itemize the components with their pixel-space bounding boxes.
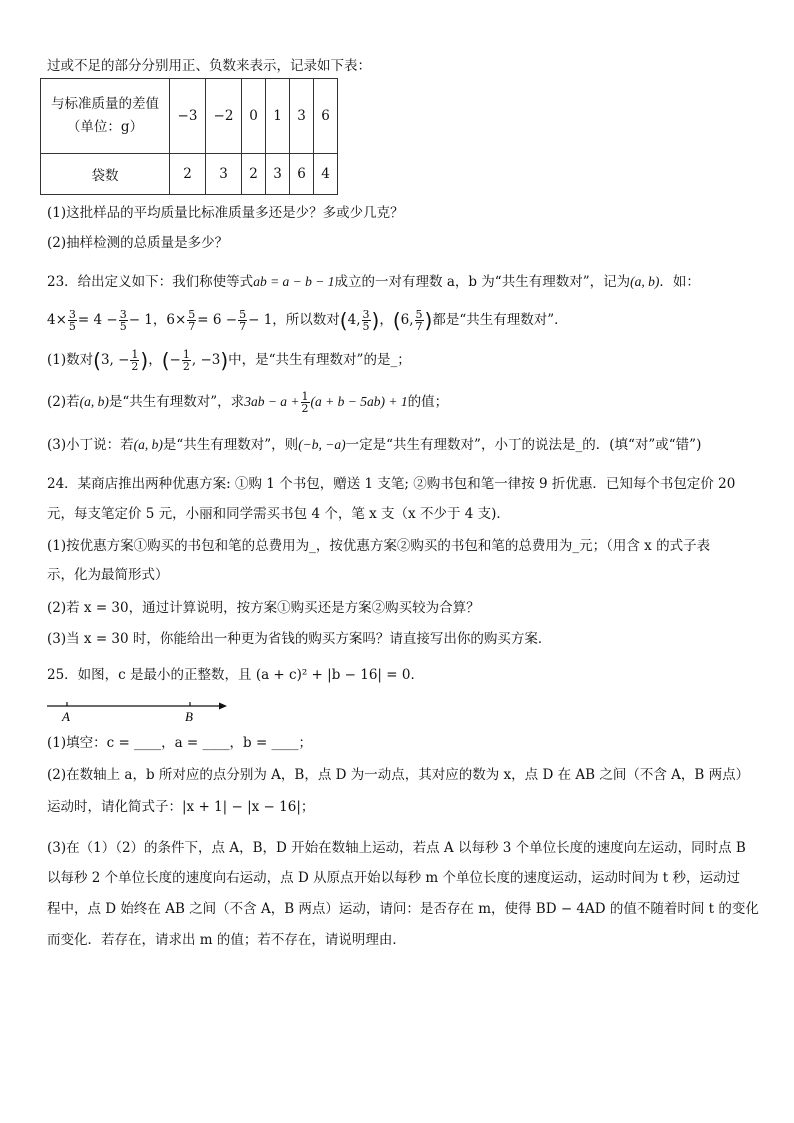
paren-close: ): [424, 308, 433, 333]
p-text: (3)小丁说：若: [47, 437, 134, 453]
axis-arrow: [219, 703, 227, 710]
point-a-label: A: [62, 709, 70, 724]
q24-line2: 元，每支笔定价 5 元，小丽和同学需买书包 4 个，笔 x 支（x 不少于 4 支)．: [47, 506, 510, 522]
paren-close: ): [220, 348, 229, 373]
fraction: [68, 309, 77, 332]
q25-part3-line2: 以每秒 2 个单位长度的速度向右运动，点 D 从原点开始以每秒 m 个单位长度的速度运动，运动时间为 t 秒，运动过: [47, 870, 740, 886]
paren-close: ): [371, 308, 380, 333]
table-header-cell: [41, 79, 170, 154]
q23-pair: (a, b): [630, 274, 660, 289]
fraction: [119, 309, 128, 332]
expr: 3ab − a +: [244, 394, 300, 409]
frac-den: 7: [415, 320, 423, 333]
diff-cell: −3: [170, 79, 206, 154]
count-cell: 2: [242, 154, 266, 195]
paren-open: (: [392, 308, 401, 333]
q23-example: 4× $\frac{3}{5}$ = 4 − $\frac{3}{5}$ − 1，6× $\frac{5}{7}$ = 6 − $\frac{5}{7}$ − 1，所以数对(4, $\frac{3}{5}$ )，(6, $\frac{5}{7}$ )都是“共生有理数对”．: [47, 308, 568, 333]
frac-num: 5: [188, 308, 196, 321]
count-cell: 6: [290, 154, 314, 195]
header-line-2: （单位：g）: [66, 119, 144, 135]
frac-num: 1: [301, 390, 309, 403]
paren-open: (: [339, 308, 348, 333]
frac-num: 3: [362, 308, 370, 321]
frac-den: 2: [131, 360, 139, 373]
p-text: 是“共生有理数对”，求: [108, 394, 245, 410]
count-cell: 4: [314, 154, 338, 195]
q22-part1: (1)这批样品的平均质量比标准质量多还是少？多或少几克？: [47, 205, 404, 221]
fraction: [187, 309, 196, 332]
fraction: [362, 309, 371, 332]
q24-part1-line2: 示，化为最简形式）: [47, 567, 169, 583]
pair: (a, b): [79, 394, 109, 409]
count-cell: 3: [206, 154, 242, 195]
q23-intro-b: 成立的一对有理数 a，b 为“共生有理数对”，记为: [334, 274, 631, 290]
p-text: 一定是“共生有理数对”，小丁的说法是_的．(填“对”或“错”): [345, 437, 702, 453]
ex-text: 4,: [347, 312, 361, 328]
count-cell: 2: [170, 154, 206, 195]
fraction: [238, 309, 247, 332]
ex-text: − 1，所以数对: [248, 312, 340, 328]
frac-den: 5: [362, 320, 370, 333]
p-text: 的值；: [407, 394, 449, 410]
p-text: (1)数对: [47, 352, 94, 368]
p-text: 中，是“共生有理数对”的是_；: [228, 352, 411, 368]
frac-den: 2: [301, 402, 309, 415]
pair: (−b, −a): [298, 437, 346, 452]
paren-open: (: [93, 348, 101, 373]
expr: (a + b − 5ab) + 1: [310, 394, 408, 409]
q24-part2: (2)若 x = 30，通过计算说明，按方案①购买还是方案②购买较为合算？: [47, 600, 480, 616]
q25-part3-line1: (3)在（1）（2）的条件下，点 A，B，D 开始在数轴上运动，若点 A 以每秒 3 个单位长度的速度向左运动，同时点 B: [47, 840, 746, 856]
p-text: 3, −: [100, 352, 130, 368]
data-table: [40, 78, 338, 195]
count-cell: 3: [266, 154, 290, 195]
paren-close: ): [140, 348, 149, 373]
frac-num: 5: [415, 308, 423, 321]
q24-line1: 24．某商店推出两种优惠方案: ①购 1 个书包，赠送 1 支笔; ②购书包和笔一律按 9 折优惠．已知每个书包定价 20: [47, 476, 736, 492]
q23-intro-c: ．如：: [659, 274, 700, 290]
ex-text: − 1，6×: [128, 312, 187, 328]
header-line-1: 与标准质量的差值: [51, 96, 159, 112]
fraction: [130, 349, 139, 372]
fraction: [182, 349, 191, 372]
frac-num: 1: [131, 348, 139, 361]
q25-part3-line3: 程中，点 D 始终在 AB 之间（不含 A，B 两点）运动，请问：是否存在 m，使得 BD − 4AD 的值不随着时间 t 的变化: [47, 901, 759, 917]
ex-text: = 6 −: [197, 312, 238, 328]
frac-num: 3: [68, 308, 76, 321]
q25-part3-line4: 而变化．若存在，请求出 m 的值；若不存在，请说明理由．: [47, 932, 406, 948]
q23-part2: [47, 388, 448, 416]
p-text: , −3: [191, 352, 221, 368]
frac-num: 5: [239, 308, 247, 321]
count-label-cell: 袋数: [41, 154, 170, 195]
frac-den: 5: [119, 320, 127, 333]
ex-text: = 4 −: [77, 312, 118, 328]
q22-part2: (2)抽样检测的总质量是多少？: [47, 235, 229, 251]
q25-part1: (1)填空：c = ____，a = ____，b = ____；: [47, 735, 313, 751]
pair: (a, b): [133, 437, 163, 452]
diff-cell: 1: [266, 79, 290, 154]
q23-part1: (1)数对(3, − $\frac{1}{2}$ )，(− $\frac{1}{2}$ , −3)中，是“共生有理数对”的是_；: [47, 348, 411, 373]
frac-den: 2: [182, 360, 190, 373]
q23-part3: [47, 435, 701, 455]
q23-intro-a: 23．给出定义如下：我们称使等式: [47, 274, 254, 290]
paren-open: (: [161, 348, 170, 373]
p-text: (2)若: [47, 394, 80, 410]
diff-cell: 6: [314, 79, 338, 154]
q23-definition: [47, 272, 700, 292]
frac-den: 7: [239, 320, 247, 333]
frac-num: 3: [119, 308, 127, 321]
p-text: 是“共生有理数对”，则: [162, 437, 299, 453]
point-b-label: B: [185, 709, 193, 724]
ex-text: 都是“共生有理数对”．: [432, 312, 568, 328]
ex-text: 4×: [47, 312, 67, 328]
ex-text: 6,: [400, 312, 414, 328]
p-text: −: [169, 352, 181, 368]
fraction: [415, 309, 424, 332]
frac-num: 1: [182, 348, 190, 361]
diff-cell: 3: [290, 79, 314, 154]
intro-line: 过或不足的部分分别用正、负数来表示，记录如下表：: [47, 58, 371, 74]
q24-part1-line1: (1)按优惠方案①购买的书包和笔的总费用为_，按优惠方案②购买的书包和笔的总费用为_元；（用含 x 的式子表: [47, 538, 711, 554]
q25-part2-line2: 运动时，请化简式子：|x + 1| − |x − 16|；: [47, 799, 315, 815]
diff-cell: −2: [206, 79, 242, 154]
q25-part2-line1: (2)在数轴上 a，b 所对应的点分别为 A，B，点 D 为一动点，其对应的数为 x，点 D 在 AB 之间（不含 A，B 两点）: [47, 767, 750, 783]
q23-equation: ab = a − b − 1: [253, 274, 335, 289]
fraction: [301, 391, 310, 414]
diff-cell: 0: [242, 79, 266, 154]
q24-part3: (3)当 x = 30 时，你能给出一种更为省钱的购买方案吗？请直接写出你的购买方案．: [47, 631, 552, 647]
number-line: [45, 700, 235, 728]
q25-line1: 25．如图，c 是最小的正整数，且 (a + c)² + |b − 16| = 0．: [47, 667, 424, 683]
frac-den: 7: [188, 320, 196, 333]
frac-den: 5: [68, 320, 76, 333]
